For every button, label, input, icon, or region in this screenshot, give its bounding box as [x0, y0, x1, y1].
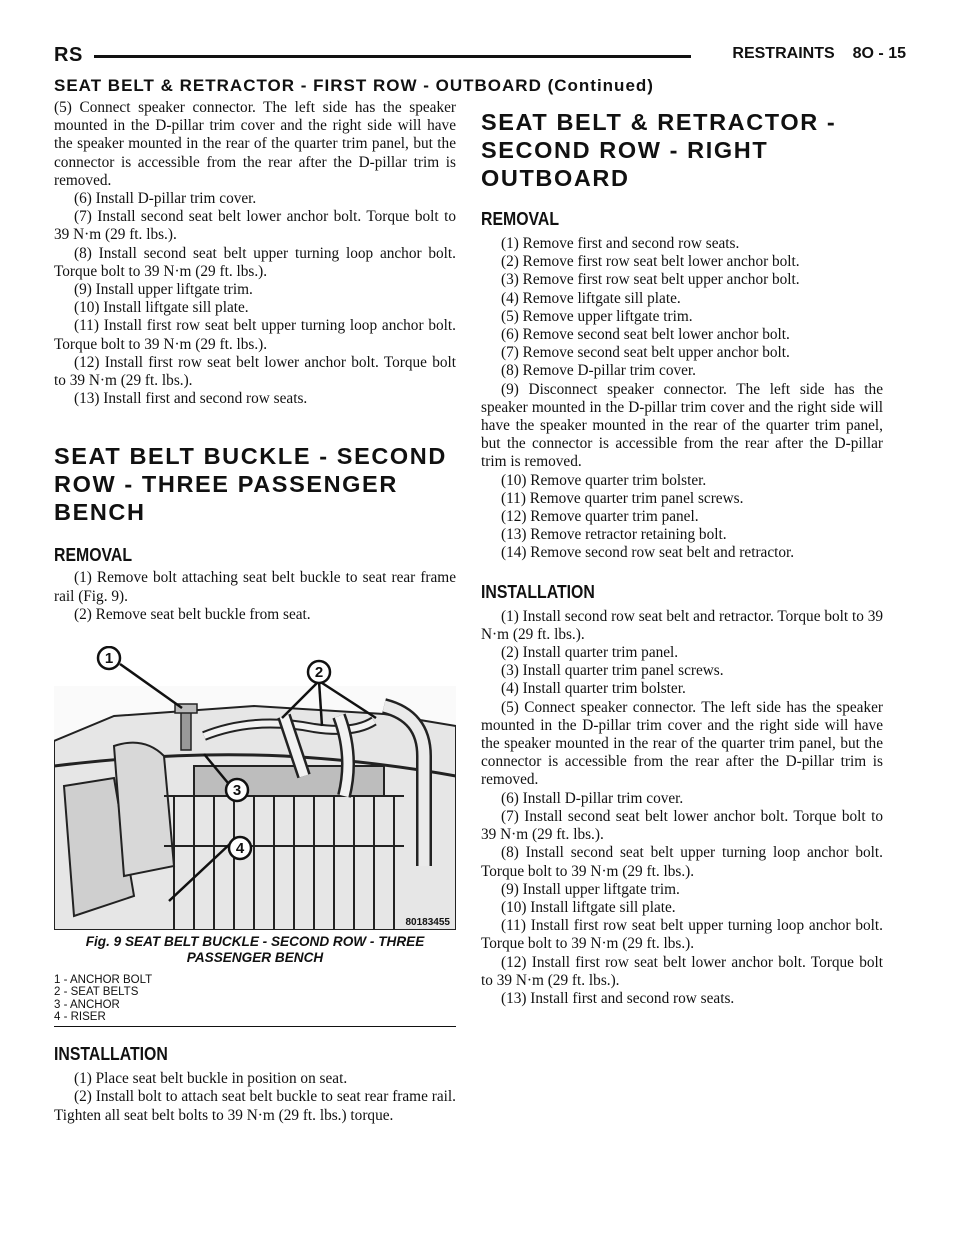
removal-step: (3) Remove first row seat belt upper anchor bolt. — [501, 271, 800, 289]
installation-step: (1) Install second row seat belt and retractor. Torque bolt to 39 N·m (29 ft. lbs.). — [481, 607, 883, 643]
right-column — [481, 108, 883, 1008]
removal-step: (5) Remove upper liftgate trim. — [501, 307, 693, 325]
legend-item: 1 - ANCHOR BOLT — [54, 974, 153, 987]
page-header — [54, 44, 906, 70]
install-step: (7) Install second seat belt lower anchor bolt. Torque bolt to 39 N·m (29 ft. lbs.). — [54, 208, 456, 244]
header-manual-code: RS — [54, 44, 83, 66]
installation-step: (8) Install second seat belt upper turning loop anchor bolt. Torque bolt to 39 N·m (29 ft. lbs.). — [481, 844, 883, 880]
installation-step: (2) Install quarter trim panel. — [501, 644, 679, 662]
installation-heading: INSTALLATION — [54, 1044, 168, 1065]
installation-step: (5) Connect speaker connector. The left side has the speaker mounted in the D-pillar trim cover and the right side will have the speaker mounted in the rear of the quarter trim panel, but the connector is accessible from the rear after the D-pillar trim is removed. — [481, 698, 883, 789]
removal-heading: REMOVAL — [481, 209, 560, 229]
install-step: (10) Install liftgate sill plate. — [74, 299, 249, 317]
removal-step: (1) Remove first and second row seats. — [501, 235, 740, 252]
figure-legend — [54, 974, 456, 1023]
figure-illustration — [54, 646, 456, 930]
installation-step: (7) Install second seat belt lower anchor bolt. Torque bolt to 39 N·m (29 ft. lbs.). — [481, 807, 883, 844]
callout-1: 1 — [104, 650, 114, 668]
callout-2: 2 — [314, 664, 324, 682]
removal-step: (11) Remove quarter trim panel screws. — [501, 489, 744, 507]
installation-step: (1) Place seat belt buckle in position on seat. — [74, 1070, 348, 1088]
legend-item: 3 - ANCHOR — [54, 998, 120, 1011]
installation-step: (9) Install upper liftgate trim. — [501, 880, 680, 898]
figure-code: 80183455 — [405, 917, 450, 929]
installation-step: (2) Install bolt to attach seat belt buckle to seat rear frame rail. Tighten all seat belt bolts to 39 N·m (29 ft. lbs.) torque. — [54, 1088, 456, 1124]
removal-step: (8) Remove D-pillar trim cover. — [501, 362, 696, 380]
callout-4: 4 — [235, 840, 245, 858]
intro-paragraph: (5) Connect speaker connector. The left side has the speaker mounted in the D-pillar trim cover and the right side will have the speaker mounted in the rear of the quarter trim panel, but the connector is accessible from the rear after the D-pillar trim is removed. — [54, 99, 456, 189]
installation-step: (10) Install liftgate sill plate. — [501, 898, 676, 916]
installation-step: (11) Install first row seat belt upper turning loop anchor bolt. Torque bolt to 39 N·m (29 ft. lbs.). — [481, 917, 883, 953]
removal-step: (14) Remove second row seat belt and retractor. — [501, 544, 795, 562]
removal-step: (4) Remove liftgate sill plate. — [501, 289, 681, 307]
callout-3: 3 — [232, 782, 242, 800]
install-step: (8) Install second seat belt upper turning loop anchor bolt. Torque bolt to 39 N·m (29 ft. lbs.). — [54, 244, 456, 280]
install-step: (13) Install first and second row seats. — [74, 390, 308, 408]
removal-heading: REMOVAL — [54, 545, 133, 566]
seat-buckle-illustration — [54, 646, 456, 930]
removal-step: (13) Remove retractor retaining bolt. — [501, 526, 727, 544]
removal-step: (9) Disconnect speaker connector. The left side has the speaker mounted in the D-pillar trim cover and the right side will have the speaker mounted in the rear of the quarter trim panel, but the connector is accessible from the rear after the D-pillar trim is removed. — [481, 380, 883, 471]
removal-step: (6) Remove second seat belt lower anchor bolt. — [501, 326, 790, 344]
install-step: (9) Install upper liftgate trim. — [74, 281, 253, 299]
header-page-number: 8O - 15 — [852, 45, 906, 62]
left-column — [54, 99, 456, 1125]
figure-rule — [54, 1026, 456, 1027]
legend-item: 4 - RISER — [54, 1010, 106, 1023]
installation-step: (4) Install quarter trim bolster. — [501, 680, 686, 698]
install-step: (12) Install first row seat belt lower anchor bolt. Torque bolt to 39 N·m (29 ft. lbs.). — [54, 353, 456, 390]
section-title: SEAT BELT & RETRACTOR - SECOND ROW - RIGHT OUTBOARD — [481, 109, 837, 191]
installation-step: (6) Install D-pillar trim cover. — [501, 789, 684, 807]
installation-step: (12) Install first row seat belt lower anchor bolt. Torque bolt to 39 N·m (29 ft. lbs.). — [481, 953, 883, 989]
removal-step: (12) Remove quarter trim panel. — [501, 508, 699, 526]
removal-step: (10) Remove quarter trim bolster. — [501, 471, 707, 489]
installation-step: (3) Install quarter trim panel screws. — [501, 662, 724, 680]
header-section-page — [732, 45, 906, 63]
section-title: SEAT BELT BUCKLE - SECOND ROW - THREE PASSENGER BENCH — [54, 443, 447, 526]
header-section: RESTRAINTS — [732, 45, 835, 62]
removal-step: (2) Remove first row seat belt lower anchor bolt. — [501, 253, 800, 271]
install-step: (11) Install first row seat belt upper turning loop anchor bolt. Torque bolt to 39 N·m (29 ft. lbs.). — [54, 317, 456, 353]
installation-step: (13) Install first and second row seats. — [501, 989, 735, 1007]
removal-step: (1) Remove bolt attaching seat belt buckle to seat rear frame rail (Fig. 9). — [54, 569, 456, 605]
header-rule — [94, 55, 691, 58]
removal-step: (7) Remove second seat belt upper anchor bolt. — [501, 344, 790, 362]
continued-title: SEAT BELT & RETRACTOR - FIRST ROW - OUTBOARD (Continued) — [54, 76, 654, 95]
installation-heading: INSTALLATION — [481, 581, 595, 602]
removal-step: (2) Remove seat belt buckle from seat. — [74, 605, 311, 623]
figure-caption: Fig. 9 SEAT BELT BUCKLE - SECOND ROW - THREE PASSENGER BENCH — [85, 934, 425, 966]
legend-item: 2 - SEAT BELTS — [54, 986, 139, 999]
install-step: (6) Install D-pillar trim cover. — [74, 190, 257, 208]
